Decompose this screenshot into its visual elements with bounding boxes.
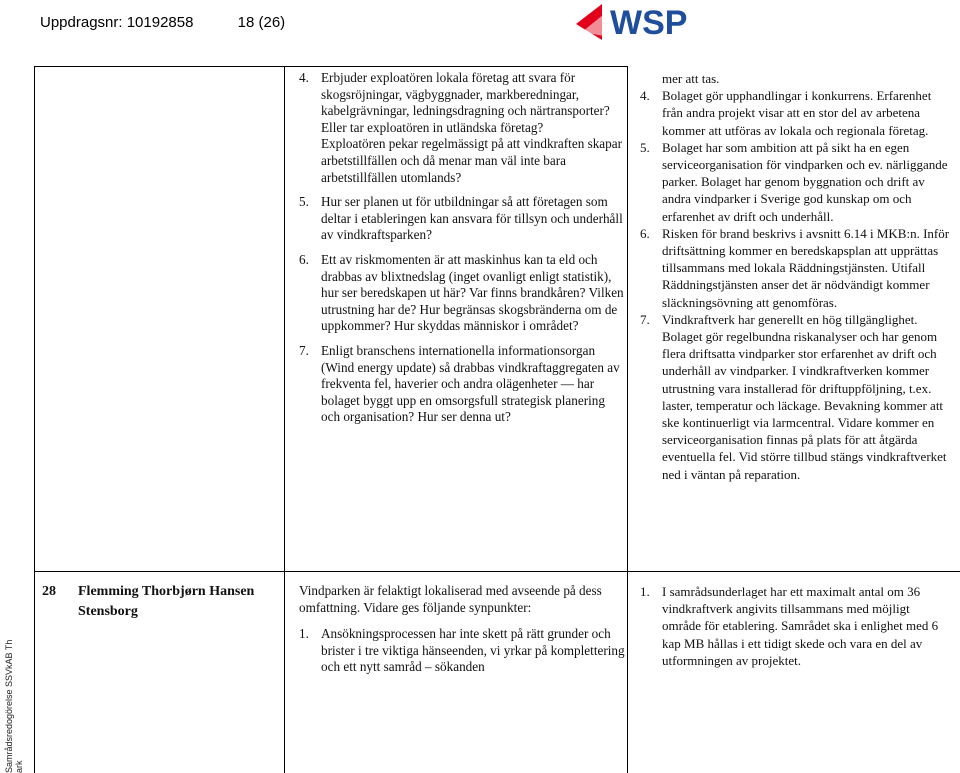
table-border-top xyxy=(34,66,628,67)
comment-item xyxy=(299,343,627,426)
row-divider xyxy=(34,571,960,572)
wsp-logo xyxy=(574,2,710,42)
item-text: Bolaget har som ambition att på sikt ha en egen serviceorganisation för vindparken och ev. närliggande parker. Bolaget har genom byggnation och drift av andra vindparker i Sverige god kunskap om och erfarenhet av drift och underhåll. xyxy=(662,139,948,224)
row27-comments xyxy=(299,70,627,426)
row28-comments xyxy=(299,583,627,676)
row28-commenter xyxy=(42,582,254,622)
response-item xyxy=(640,87,950,139)
comment-item xyxy=(299,626,627,676)
response-item xyxy=(640,311,950,483)
item-text: mer att tas. xyxy=(662,71,720,86)
table-border-left xyxy=(34,66,35,773)
item-number: 7. xyxy=(640,311,650,327)
item-number: 1. xyxy=(640,584,650,599)
row27-responses xyxy=(640,70,950,483)
column-divider-2 xyxy=(627,66,628,773)
item-number xyxy=(640,70,662,87)
row-number: 28 xyxy=(42,584,56,599)
commenter-name: Flemming Thorbjørn Hansen xyxy=(78,584,255,599)
logo-text: WSP xyxy=(610,4,688,42)
response-item xyxy=(640,583,950,669)
item-text: Hur ser planen ut för utbildningar så att företagen som deltar i etableringen kan ansvara för tillsyn och underhåll av vindkraftsparken? xyxy=(321,194,623,243)
comment-item xyxy=(299,252,627,335)
item-text: Vindkraftverk har generellt en hög tillgänglighet. Bolaget gör regelbundna riskanalyser och har genom flera driftsatta vindparker stor erfarenhet av drift och underhåll av vindparker. I vindkraftverken kommer utrustning vara installerad för driftuppföljning, t.ex. laster, temperatur och läckage. Bevakning kommer att ske kontinuerligt via larmcentral. Vidare kommer en serviceorganisation finnas på plats för att åtgärda eventuella fel. Vid större tillbud stängs vindkraftverket ned i väntan på reparation. xyxy=(662,311,947,482)
item-text: Ett av riskmomenten är att maskinhus kan ta eld och drabbas av blixtnedslag (inget ovanligt enligt statistik), hur ser beredskapen ut här? Var finns brandkåren? Vilken utrustning har de? Hur begränsas skogsbränderna om de uppkommer? Hur skyddas människor i området? xyxy=(321,251,624,334)
item-text: Bolaget gör upphandlingar i konkurrens. Erfarenhet från andra projekt visar att en stor del av arbetena kommer att utföras av lokala och regionala företag. xyxy=(662,88,932,138)
response-item xyxy=(640,70,950,87)
item-text: Erbjuder exploatören lokala företag att svara för skogsröjningar, vägbyggnader, markberedningar, kabelgrävningar, ledningsdragning och närtransporter? Eller tar exploatören in utländska företag? xyxy=(321,70,610,135)
item-text: Enligt branschens internationella informationsorgan (Wind energy update) så drabbas vindkraftaggregaten av frekventa fel, haverier och andra olägenheter — har bolaget byggt upp en omsorgsfull strategisk planering och organisation? Hur ser denna ut? xyxy=(321,342,620,425)
column-divider-1 xyxy=(284,66,285,773)
item-text: Exploatören pekar regelmässigt på att vindkraften skapar arbetstillfällen och då menar man väl inte bara arbetstillfällen utomlands? xyxy=(321,136,623,185)
item-text: Ansökningsprocessen har inte skett på rätt grunder och brister i tre viktiga hänseenden, vi yrkar på komplettering och ett nytt samråd – sökanden xyxy=(321,626,625,675)
vertical-footer-text xyxy=(4,640,24,773)
item-number: 5. xyxy=(640,139,650,155)
page-number: 18 (26) xyxy=(237,14,286,31)
comment-item xyxy=(299,136,627,186)
item-number: 6. xyxy=(640,225,650,241)
item-text: Risken för brand beskrivs i avsnitt 6.14 i MKB:n. Inför driftsättning kommer en beredskapsplan att upprättas tillsammans med lokala Räddningstjänsten. Utifall Räddningstjänsten anser det är nödvändigt kommer släckningsövning att genomföras. xyxy=(662,225,950,310)
comment-item xyxy=(299,194,627,244)
response-item xyxy=(640,139,950,225)
item-number: 6. xyxy=(299,251,309,267)
item-text: I samrådsunderlaget har ett maximalt antal om 36 vindkraftverk angivits tillsammans med möjligt område för etablering. Samrådet ska i enlighet med 6 kap MB hållas i ett tidigt skede och vara en del av utformningen av projektet. xyxy=(662,584,939,668)
response-item xyxy=(640,225,950,311)
footer-line: Samrådsredogörelse SSVkAB Th xyxy=(4,639,14,773)
comment-intro: Vindparken är felaktigt lokaliserad med avseende på dess omfattning. Vidare ges följande synpunkter: xyxy=(299,583,602,615)
item-number: 1. xyxy=(299,626,309,642)
row28-responses xyxy=(640,583,950,669)
comment-item xyxy=(299,70,627,136)
page-header xyxy=(40,14,285,31)
item-number: 7. xyxy=(299,342,309,358)
commenter-location: Stensborg xyxy=(78,604,138,619)
footer-line: ark xyxy=(14,760,24,773)
assignment-number: Uppdragsnr: 10192858 xyxy=(40,14,194,31)
item-number: 4. xyxy=(299,70,309,85)
item-number: 5. xyxy=(299,194,309,210)
item-number: 4. xyxy=(640,88,650,104)
item-number xyxy=(299,136,321,186)
